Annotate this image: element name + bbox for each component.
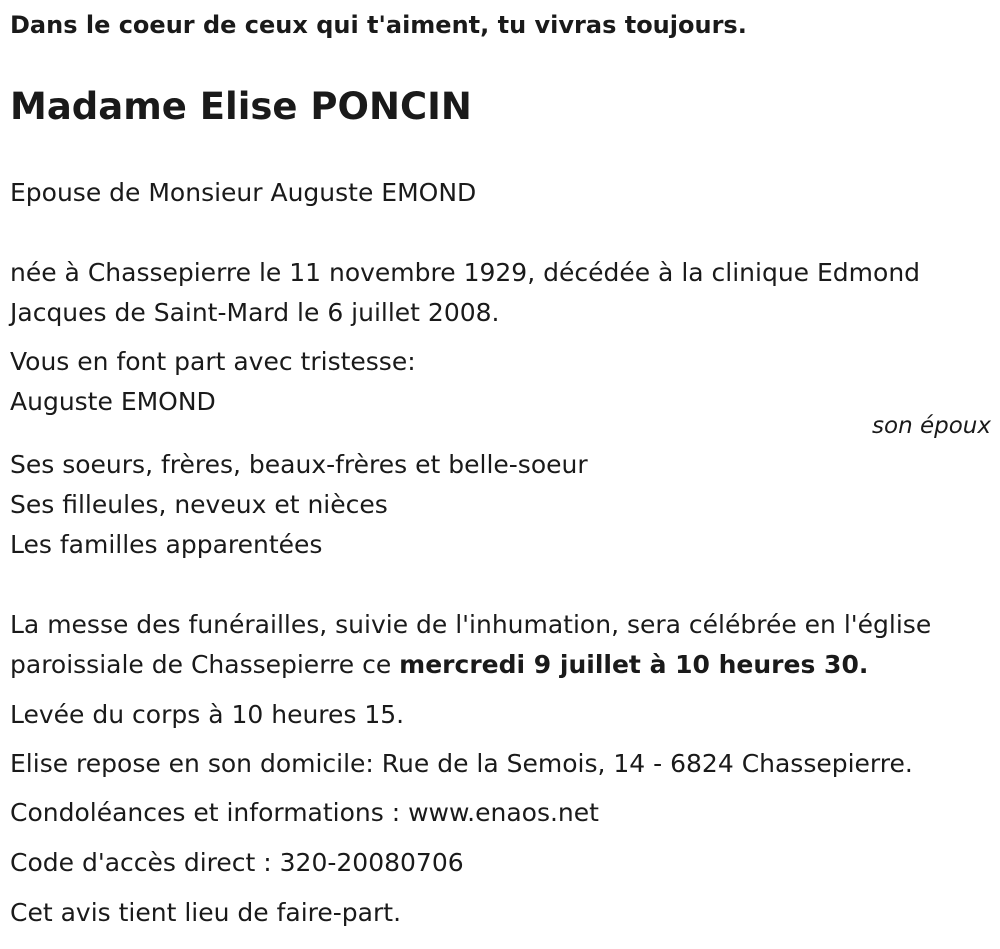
funeral-line-2 <box>10 650 868 680</box>
birth-death-line-2: Jacques de Saint-Mard le 6 juillet 2008. <box>10 298 500 327</box>
funeral-line-2-prefix: paroissiale de Chassepierre ce <box>10 650 400 679</box>
access-code: Code d'accès direct : 320-20080706 <box>10 848 464 877</box>
notice-line: Cet avis tient lieu de faire-part. <box>10 898 402 927</box>
announcement-intro: Vous en font part avec tristesse: <box>10 347 416 376</box>
epigraph: Dans le coeur de ceux qui t'aiment, tu vivras toujours. <box>10 11 747 39</box>
deceased-name: Madame Elise PONCIN <box>10 85 472 128</box>
levee-du-corps: Levée du corps à 10 heures 15. <box>10 700 405 729</box>
funeral-line-1: La messe des funérailles, suivie de l'inhumation, sera célébrée en l'église <box>10 610 932 639</box>
funeral-date-time: mercredi 9 juillet à 10 heures 30. <box>399 650 869 679</box>
birth-death-line-1: née à Chassepierre le 11 novembre 1929, décédée à la clinique Edmond <box>10 258 921 287</box>
family-spouse-name: Auguste EMOND <box>10 387 216 416</box>
domicile-address: Elise repose en son domicile: Rue de la Semois, 14 - 6824 Chassepierre. <box>10 749 913 778</box>
family-member: Ses filleules, neveux et nièces <box>10 490 388 519</box>
family-spouse-relation: son époux <box>872 413 991 439</box>
family-member: Les familles apparentées <box>10 530 323 559</box>
condolences-info: Condoléances et informations : www.enaos.net <box>10 798 599 827</box>
spouse-line: Epouse de Monsieur Auguste EMOND <box>10 178 477 207</box>
family-member: Ses soeurs, frères, beaux-frères et belle-soeur <box>10 450 588 479</box>
